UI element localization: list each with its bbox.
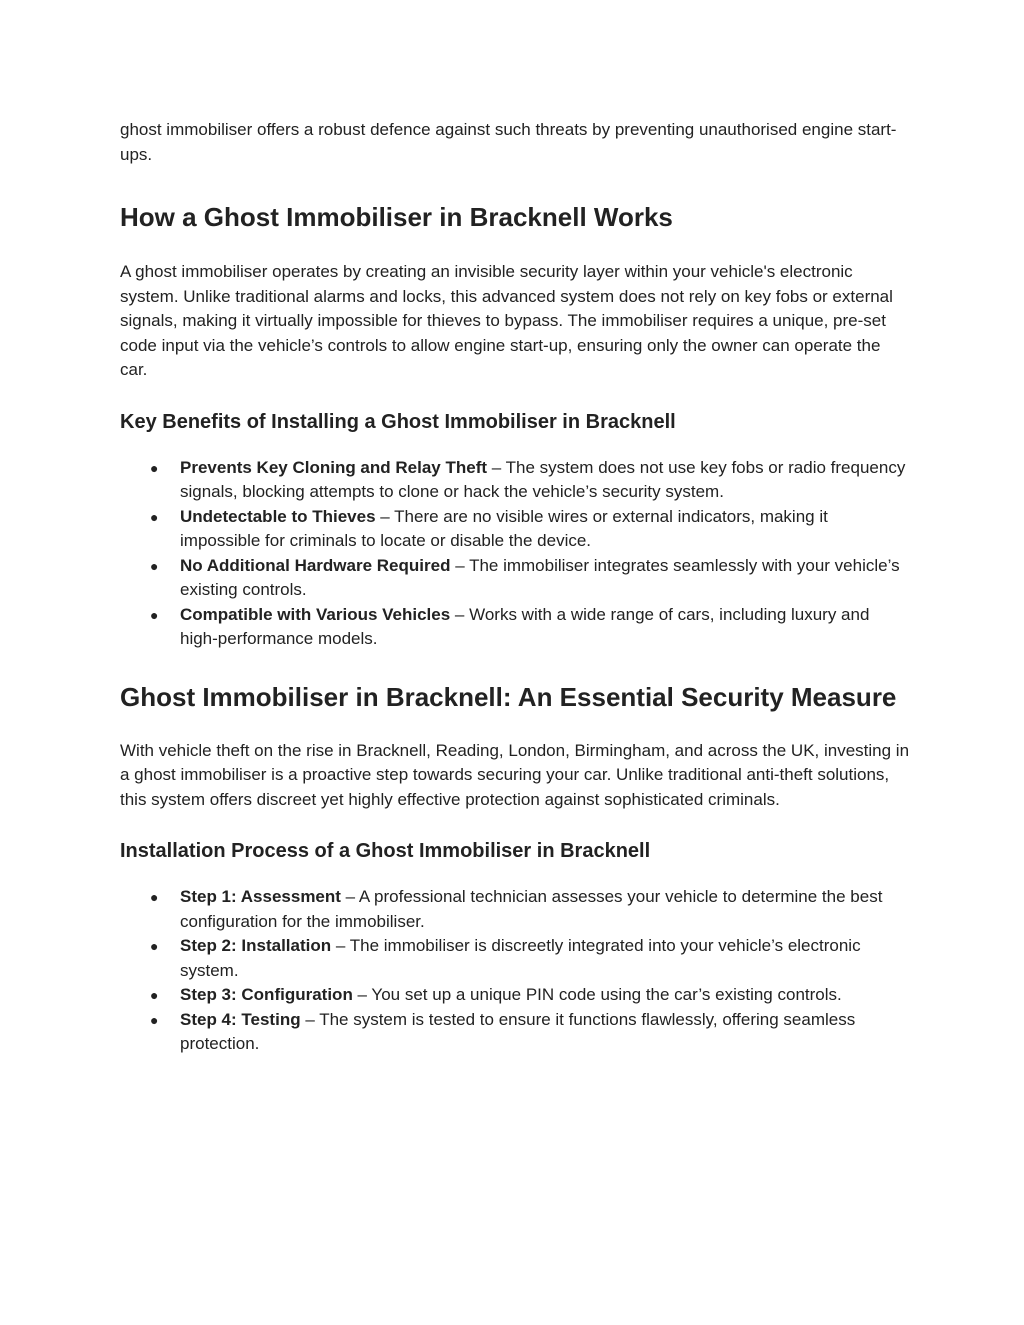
heading-key-benefits: Key Benefits of Installing a Ghost Immobiliser in Bracknell (120, 410, 676, 433)
how-it-works-paragraph: A ghost immobiliser operates by creating an invisible security layer within your vehicle's electronic system. Unlike traditional alarms and locks, this advanced system does not rely on key fobs or external signals, making it virtually impossible for thieves to bypass. The immobiliser requires a unique, pre-set code input via the vehicle’s controls to allow engine start-up, ensuring only the owner can operate the car. (120, 262, 893, 379)
bullet-icon: ● (150, 606, 159, 623)
list-item-title: Prevents Key Cloning and Relay Theft (180, 457, 488, 477)
list-item-text: – There are no visible wires or external indicators, making it impossible for criminals to locate or disable the device. (180, 506, 828, 550)
list-item-text: – The system does not use key fobs or radio frequency signals, blocking attempts to clone or hack the vehicle’s security system. (180, 457, 906, 501)
list-item-title: Step 2: Installation (180, 936, 332, 955)
list-item-text: – A professional technician assesses your vehicle to determine the best configuration for the immobiliser. (180, 887, 883, 931)
benefits-list (120, 456, 910, 652)
bullet-icon: ● (150, 557, 159, 574)
list-item-title: Compatible with Various Vehicles (180, 604, 451, 624)
list-item-text: – The immobiliser is discreetly integrated into your vehicle’s electronic system. (180, 936, 861, 980)
intro-paragraph: ghost immobiliser offers a robust defence against such threats by preventing unauthorised engine start-ups. (120, 120, 897, 164)
heading-how-it-works: How a Ghost Immobiliser in Bracknell Works (120, 202, 673, 232)
list-item-title: Undetectable to Thieves (180, 506, 376, 526)
heading-installation-process: Installation Process of a Ghost Immobiliser in Bracknell (120, 840, 651, 862)
list-item-text: – The system is tested to ensure it functions flawlessly, offering seamless protection. (180, 1009, 856, 1053)
bullet-icon: ● (150, 987, 159, 1003)
list-item-title: No Additional Hardware Required (180, 555, 451, 575)
list-item (120, 456, 910, 505)
list-item-title: Step 4: Testing (180, 1009, 301, 1029)
list-item (120, 505, 910, 554)
list-item (120, 1008, 910, 1057)
list-item (120, 603, 910, 652)
bullet-icon: ● (150, 938, 159, 954)
list-item (120, 885, 910, 934)
list-item (120, 983, 910, 1008)
essential-security-paragraph: With vehicle theft on the rise in Bracknell, Reading, London, Birmingham, and across the UK, investing in a ghost immobiliser is a proactive step towards securing your car. Unlike traditional anti-theft solutions, this system offers discreet yet highly effective protection against sophisticated criminals. (120, 740, 910, 809)
list-item-title: Step 3: Configuration (180, 985, 353, 1004)
list-item-text: – You set up a unique PIN code using the car’s existing controls. (352, 985, 842, 1004)
bullet-icon: ● (150, 889, 159, 905)
bullet-icon: ● (150, 459, 159, 476)
heading-essential-security: Ghost Immobiliser in Bracknell: An Essential Security Measure (120, 681, 897, 712)
list-item (120, 934, 910, 983)
list-item-text: – The immobiliser integrates seamlessly with your vehicle’s existing controls. (180, 555, 900, 599)
list-item-title: Step 1: Assessment (180, 887, 341, 906)
bullet-icon: ● (150, 1011, 159, 1028)
document-page (120, 118, 910, 1057)
bullet-icon: ● (150, 508, 159, 525)
list-item-text: – Works with a wide range of cars, including luxury and high-performance models. (180, 604, 870, 648)
installation-steps-list (120, 885, 910, 1057)
list-item (120, 554, 910, 603)
